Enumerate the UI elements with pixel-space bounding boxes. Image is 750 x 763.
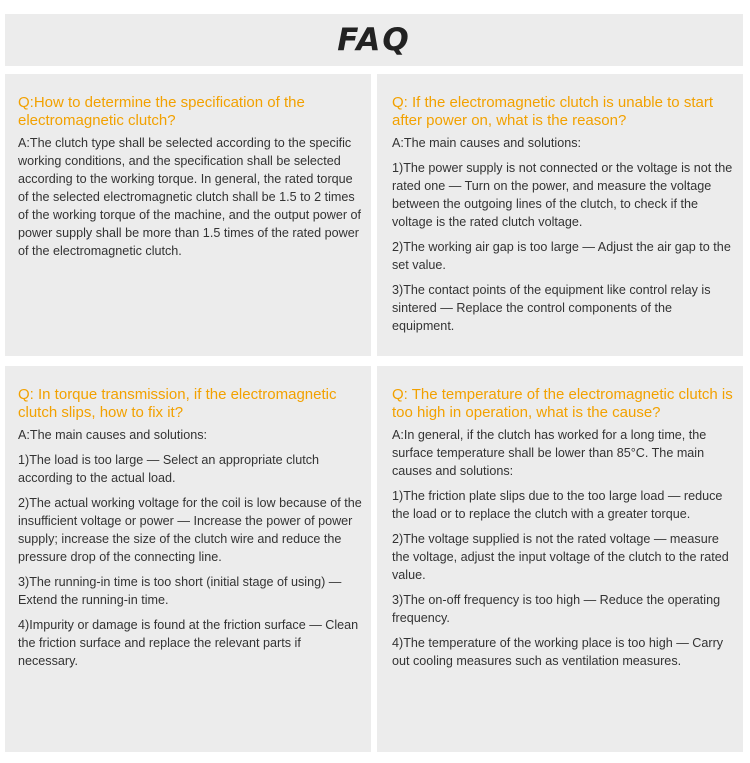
faq-answer: 1)The power supply is not connected or the voltage is not the rated one — Turn on the power, and measure the voltage between the outgoing lines of the clutch, to check if the voltage is the rated clutch voltage. xyxy=(392,161,733,229)
faq-card-specification xyxy=(5,74,371,356)
faq-answer: 4)Impurity or damage is found at the friction surface — Clean the friction surface and replace the relevant parts if necessary. xyxy=(18,618,359,668)
faq-answer: A:The clutch type shall be selected according to the specific working conditions, and the specification shall be selected according to the working torque. In general, the rated torque of the selected electromagnetic clutch shall be 1.5 to 2 times of the working torque of the machine, and the output power of power supply shall be more than 1.5 times of the rated power of the electromagnetic clutch. xyxy=(18,136,362,258)
faq-answer: 2)The voltage supplied is not the rated voltage — measure the voltage, adjust the input voltage of the clutch to the rated value. xyxy=(392,532,729,582)
faq-answer: 4)The temperature of the working place is too high — Carry out cooling measures such as ventilation measures. xyxy=(392,636,724,668)
faq-answer: 1)The load is too large — Select an appropriate clutch according to the actual load. xyxy=(18,453,320,485)
faq-answer: A:The main causes and solutions: xyxy=(18,428,208,442)
faq-question: Q: In torque transmission, if the electromagnetic clutch slips, how to fix it? xyxy=(18,386,337,421)
faq-answer: 1)The friction plate slips due to the too large load — reduce the load or to replace the clutch with a greater torque. xyxy=(392,489,723,521)
page-title: FAQ xyxy=(337,22,411,58)
faq-question: Q: The temperature of the electromagnetic clutch is too high in operation, what is the cause? xyxy=(392,386,733,421)
faq-answer: A:In general, if the clutch has worked for a long time, the surface temperature shall be lower than 85°C. The main causes and solutions: xyxy=(392,428,707,478)
faq-question: Q:How to determine the specification of the electromagnetic clutch? xyxy=(18,94,305,129)
faq-card-unable-to-start xyxy=(377,74,743,356)
faq-header xyxy=(5,14,743,66)
faq-question: Q: If the electromagnetic clutch is unable to start after power on, what is the reason? xyxy=(392,94,713,129)
faq-answer: 2)The actual working voltage for the coil is low because of the insufficient voltage or power — Increase the power of power supply; increase the size of the clutch wire and reduce the pressure drop of the connecting line. xyxy=(18,496,362,564)
faq-answer: 3)The on-off frequency is too high — Reduce the operating frequency. xyxy=(392,593,721,625)
faq-card-temperature xyxy=(377,366,743,752)
faq-answer: 3)The running-in time is too short (initial stage of using) — Extend the running-in time. xyxy=(18,575,342,607)
faq-answer: 2)The working air gap is too large — Adjust the air gap to the set value. xyxy=(392,240,731,272)
faq-answer: A:The main causes and solutions: xyxy=(392,136,582,150)
faq-card-clutch-slips xyxy=(5,366,371,752)
faq-answer: 3)The contact points of the equipment like control relay is sintered — Replace the control components of the equipment. xyxy=(392,283,711,333)
